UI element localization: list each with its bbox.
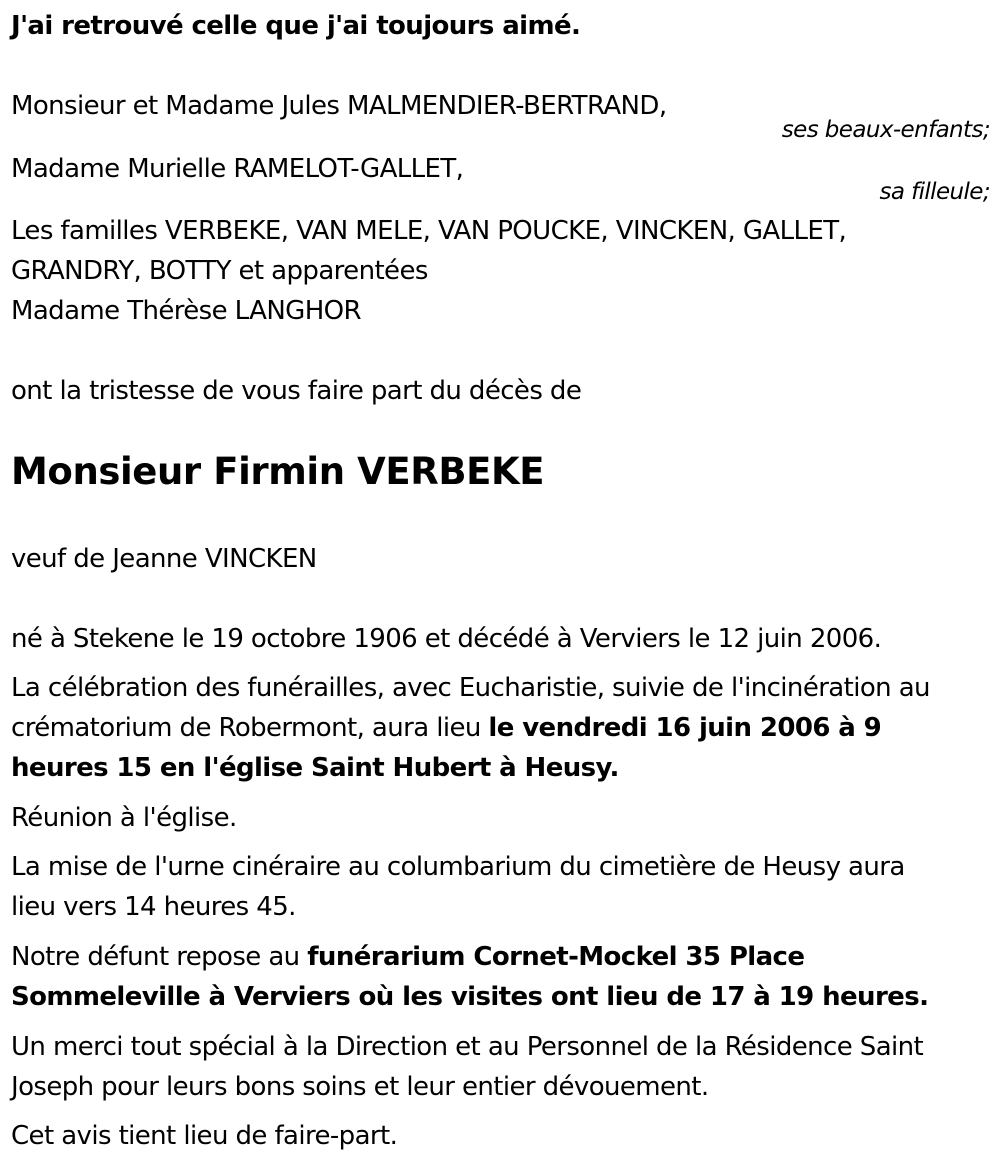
heading-quote: J'ai retrouvé celle que j'ai toujours aimé. [11, 11, 581, 41]
faire-part-note: Cet avis tient lieu de faire-part. [11, 1121, 398, 1151]
widower-of: veuf de Jeanne VINCKEN [11, 544, 317, 574]
ceremony-line-2-text: crématorium de Robermont, aura lieu [11, 713, 489, 743]
ceremony-line-1: La célébration des funérailles, avec Eucharistie, suivie de l'incinération au [11, 673, 930, 703]
deceased-name: Monsieur Firmin VERBEKE [11, 450, 545, 493]
family-ramelot: Madame Murielle RAMELOT-GALLET, [11, 154, 464, 184]
role-filleule: sa filleule; [879, 179, 990, 205]
urne-line-1: La mise de l'urne cinéraire au columbarium du cimetière de Heusy aura [11, 852, 905, 882]
family-langhor: Madame Thérèse LANGHOR [11, 296, 362, 326]
reunion-info: Réunion à l'église. [11, 803, 237, 833]
repose-line-1 [11, 937, 804, 977]
ceremony-line-3: heures 15 en l'église Saint Hubert à Heusy. [11, 753, 619, 783]
funerarium-address: funérarium Cornet-Mockel 35 Place [307, 942, 805, 972]
ceremony-line-2 [11, 708, 881, 748]
merci-line-2: Joseph pour leurs bons soins et leur entier dévouement. [11, 1072, 709, 1102]
family-malmendier: Monsieur et Madame Jules MALMENDIER-BERTRAND, [11, 91, 667, 121]
repose-line-1-text: Notre défunt repose au [11, 942, 308, 972]
birth-death-info: né à Stekene le 19 octobre 1906 et décédé à Verviers le 12 juin 2006. [11, 624, 882, 654]
ceremony-date: le vendredi 16 juin 2006 à 9 [488, 713, 882, 743]
role-beaux-enfants: ses beaux-enfants; [781, 117, 990, 143]
repose-line-2: Sommeleville à Verviers où les visites ont lieu de 17 à 19 heures. [11, 982, 929, 1012]
urne-line-2: lieu vers 14 heures 45. [11, 892, 296, 922]
families-line-1: Les familles VERBEKE, VAN MELE, VAN POUCKE, VINCKEN, GALLET, [11, 216, 847, 246]
families-line-2: GRANDRY, BOTTY et apparentées [11, 256, 428, 286]
merci-line-1: Un merci tout spécial à la Direction et au Personnel de la Résidence Saint [11, 1032, 924, 1062]
announcement: ont la tristesse de vous faire part du décès de [11, 376, 582, 406]
